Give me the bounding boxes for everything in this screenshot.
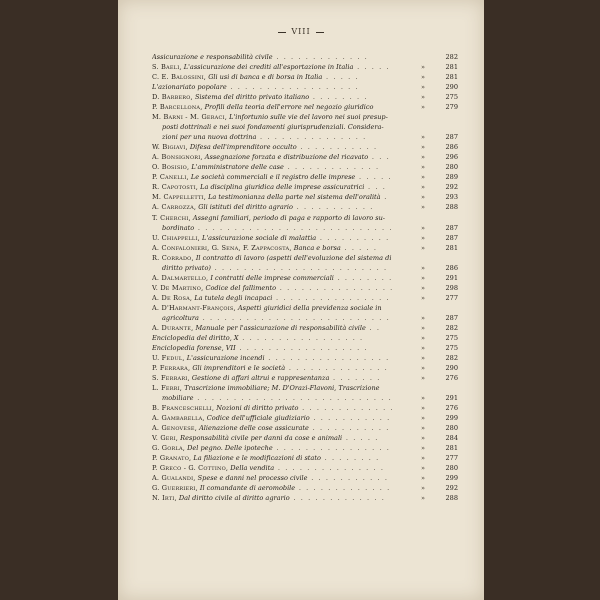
entry-title: Gli istituti del diritto agrario bbox=[198, 203, 293, 212]
entry-line bbox=[152, 283, 458, 293]
entry-line bbox=[152, 152, 458, 162]
index-entry bbox=[152, 152, 458, 162]
index-entry bbox=[152, 82, 458, 92]
leader-dots: . . . . . . . . . . . . . . . . bbox=[272, 444, 391, 453]
book-page bbox=[118, 0, 484, 600]
index-entry bbox=[152, 423, 458, 433]
entry-page-number: 282 bbox=[445, 53, 458, 61]
entry-page-number: 281 bbox=[445, 444, 458, 453]
entry-line bbox=[152, 233, 458, 243]
entry-page-number: 296 bbox=[445, 153, 458, 162]
entry-title: La filiazione e le modificazioni di stato bbox=[193, 454, 321, 463]
index-entry bbox=[152, 453, 458, 463]
ditto-mark: » bbox=[420, 494, 425, 503]
entry-page-number: 291 bbox=[445, 273, 458, 282]
entry-title: Assegnazione forzata e distribuzione del ricavato bbox=[204, 153, 369, 162]
leader-dots: . . . . . bbox=[322, 73, 360, 82]
index-entry bbox=[152, 192, 458, 202]
entry-page-number: 281 bbox=[445, 63, 458, 72]
leader-dots: . . . . . . . . . . . . . . bbox=[285, 363, 389, 372]
entry-line bbox=[152, 433, 458, 443]
entry-line bbox=[152, 353, 458, 363]
entry-title: Il comandante di aeromobile bbox=[199, 484, 296, 493]
ditto-mark: » bbox=[420, 474, 425, 483]
entry-line bbox=[152, 202, 458, 212]
entry-line bbox=[152, 403, 458, 413]
leader-dots: . . . . . . . . . . . . . . . . . bbox=[264, 353, 390, 362]
entry-title: Spese e danni nel processo civile bbox=[197, 474, 308, 483]
entry-line bbox=[152, 52, 458, 62]
entry-author: P. Granato, bbox=[152, 454, 192, 463]
page-number-roman: VIII bbox=[291, 27, 311, 36]
entry-title: Enciclopedia del diritto, X bbox=[152, 333, 239, 342]
entry-line bbox=[152, 102, 458, 112]
entry-author: B. Franceschelli, bbox=[152, 404, 215, 413]
entry-page-number: 281 bbox=[445, 73, 458, 82]
entry-title: Enciclopedia forense, VII bbox=[152, 343, 236, 352]
entry-page-number: 276 bbox=[445, 404, 458, 413]
leader-dots: . . . . . . . . . . . bbox=[309, 414, 391, 423]
ditto-mark: » bbox=[420, 444, 425, 453]
leader-dots: . . . . . . . . . . . bbox=[308, 424, 390, 433]
entry-page-number: 287 bbox=[445, 313, 458, 322]
entry-title: I contratti delle imprese commerciali bbox=[210, 273, 334, 282]
entry-page-number: 286 bbox=[445, 263, 458, 272]
entry-line bbox=[152, 483, 458, 493]
entry-title: L'assicurazione incendi bbox=[186, 353, 265, 362]
entry-title: Sistema del diritto privato italiano bbox=[194, 93, 310, 102]
ditto-mark: » bbox=[420, 163, 425, 172]
entry-page-number: 284 bbox=[445, 434, 458, 443]
entry-author: L. Ferri, bbox=[152, 384, 183, 393]
ditto-mark: » bbox=[420, 323, 425, 332]
ditto-mark: » bbox=[420, 484, 425, 493]
leader-dots: . . . . . . . . . . . . . . . . . . . . . . . . . . bbox=[198, 313, 391, 322]
index-entry bbox=[152, 433, 458, 443]
ditto-mark: » bbox=[420, 374, 425, 382]
index-entry bbox=[152, 413, 458, 423]
entry-line bbox=[152, 363, 458, 373]
ditto-mark: » bbox=[420, 153, 425, 162]
leader-dots: . . . . . bbox=[340, 243, 378, 252]
entry-title: Codice dell'ufficiale giudiziario bbox=[206, 414, 310, 423]
entry-line bbox=[152, 343, 458, 353]
entry-page-number: 299 bbox=[445, 474, 458, 483]
entry-page-number: 290 bbox=[445, 83, 458, 92]
index-entry bbox=[152, 92, 458, 102]
index-entry bbox=[152, 253, 458, 273]
leader-dots: . . bbox=[365, 323, 381, 332]
entry-title: La testimonianza della parte nel sistema dell'oralità bbox=[208, 193, 381, 202]
index-entry bbox=[152, 343, 458, 353]
leader-dots: . . . . . . . . . . . . . . . . . . . . . . . . bbox=[210, 263, 388, 272]
entry-line bbox=[152, 223, 458, 233]
entry-line bbox=[152, 273, 458, 283]
ditto-mark: » bbox=[420, 464, 425, 473]
entry-page-number: 277 bbox=[445, 293, 458, 302]
entry-author: D. Barbero, bbox=[152, 93, 193, 102]
leader-dots: . . . . . . . . . . . . . . . . . bbox=[238, 333, 364, 342]
index-entry bbox=[152, 182, 458, 192]
entry-author: U. Chiappelli, bbox=[152, 233, 200, 242]
entry-line bbox=[152, 383, 458, 393]
entry-author: M. Barni - M. Geraci, bbox=[152, 113, 227, 122]
index-entry bbox=[152, 443, 458, 453]
ditto-mark: » bbox=[420, 193, 425, 202]
ditto-mark: » bbox=[420, 434, 425, 443]
leader-dots: . . . . . . . . . . . . . bbox=[295, 484, 391, 493]
entry-line bbox=[152, 172, 458, 182]
entry-page-number: 298 bbox=[445, 283, 458, 292]
entry-author: C. E. Balossini, bbox=[152, 73, 207, 82]
leader-dots: . . . . . . . . . . . . . bbox=[272, 53, 369, 61]
entry-line bbox=[152, 213, 458, 223]
leader-dots: . . . . . bbox=[342, 434, 379, 443]
entry-page-number: 292 bbox=[445, 484, 458, 493]
entry-title: L'assicurazione sociale di malattia bbox=[202, 233, 317, 242]
entry-page-number: 280 bbox=[445, 163, 458, 172]
entry-title: posti dottrinali e nei suoi fondamenti giurisprudenziali. Considera- bbox=[162, 123, 384, 132]
leader-dots: . . . bbox=[368, 153, 391, 162]
entry-line bbox=[152, 463, 458, 473]
entry-line bbox=[152, 293, 458, 303]
entry-title: Trascrizione immobiliare; M. D'Orazi-Flavoni, Trascrizione bbox=[184, 384, 380, 393]
ditto-mark: » bbox=[420, 73, 425, 82]
entry-page-number: 293 bbox=[445, 193, 458, 202]
leader-dots: . . . . . . . . . . . . . bbox=[283, 163, 380, 172]
leader-dots: . . . . . . . . . . . . . . . bbox=[256, 133, 367, 142]
ditto-mark: » bbox=[420, 263, 425, 272]
entry-author: O. Bosisio, bbox=[152, 163, 190, 172]
entry-author: A. Bonsignori, bbox=[152, 153, 203, 162]
entry-page-number: 287 bbox=[445, 233, 458, 242]
leader-dots: . bbox=[380, 193, 388, 202]
entry-line bbox=[152, 443, 458, 453]
entry-title: bordinato bbox=[162, 223, 195, 232]
index-entry bbox=[152, 473, 458, 483]
entry-title: Difesa dell'imprenditore occulto bbox=[189, 143, 297, 152]
page-header bbox=[118, 27, 484, 36]
ditto-mark: » bbox=[420, 203, 425, 212]
ditto-mark: » bbox=[420, 343, 425, 352]
entry-author: S. Ferrari, bbox=[152, 374, 190, 382]
index-entry bbox=[152, 233, 458, 243]
ditto-mark: » bbox=[420, 283, 425, 292]
entry-page-number: 280 bbox=[445, 424, 458, 433]
index-list bbox=[152, 52, 458, 503]
entry-title: L'assicurazione dei crediti all'esportazione in Italia bbox=[183, 63, 354, 72]
entry-line bbox=[152, 253, 458, 263]
entry-author: A. Durante, bbox=[152, 323, 194, 332]
leader-dots: . . . . . . . . . . . bbox=[307, 474, 389, 483]
entry-line bbox=[152, 62, 458, 72]
leader-dots: . . . . . . . . . . . . . . . . bbox=[276, 283, 394, 292]
ditto-mark: » bbox=[420, 93, 425, 102]
entry-line bbox=[152, 82, 458, 92]
entry-page-number: 275 bbox=[445, 333, 458, 342]
header-dash-left bbox=[278, 32, 286, 33]
ditto-mark: » bbox=[420, 243, 425, 252]
entry-page-number: 289 bbox=[445, 173, 458, 182]
ditto-mark: » bbox=[420, 404, 425, 413]
index-entry bbox=[152, 293, 458, 303]
leader-dots: . . . . . . . bbox=[329, 374, 381, 382]
leader-dots: . . . . . . . . . . . . . . . . . . bbox=[235, 343, 369, 352]
entry-author: P. Barcellona, bbox=[152, 103, 203, 112]
entry-title: Gli usi di banca e di borsa in Italia bbox=[208, 73, 323, 82]
leader-dots: . . . . . . . . . . . bbox=[296, 143, 378, 152]
ditto-mark: » bbox=[420, 313, 425, 322]
index-entry bbox=[152, 273, 458, 283]
ditto-mark: » bbox=[420, 333, 425, 342]
entry-author: P. Greco - G. Cottino, bbox=[152, 464, 229, 473]
entry-title: Gestione di affari altrui e rappresentanza bbox=[191, 374, 330, 382]
entry-line bbox=[152, 72, 458, 82]
entry-title: L'infortunio sulle vie del lavoro nei suoi presup- bbox=[229, 113, 388, 122]
entry-author: T. Cherchi, bbox=[152, 213, 191, 222]
entry-line bbox=[152, 423, 458, 433]
index-entry bbox=[152, 162, 458, 172]
index-entry bbox=[152, 112, 458, 142]
ditto-mark: » bbox=[420, 363, 425, 372]
entry-title: agricoltura bbox=[162, 313, 199, 322]
leader-dots: . . . . . . . . . . . . . . . . bbox=[272, 293, 391, 302]
entry-page-number: 287 bbox=[445, 223, 458, 232]
index-entry bbox=[152, 303, 458, 323]
entry-page-number: 290 bbox=[445, 363, 458, 372]
entry-author: A. D'Harmant-François, bbox=[152, 303, 236, 312]
entry-author: P. Ferrara, bbox=[152, 363, 191, 372]
entry-page-number: 275 bbox=[445, 343, 458, 352]
entry-author: S. Baeli, bbox=[152, 63, 182, 72]
entry-author: A. De Rosa, bbox=[152, 293, 193, 302]
entry-title: Profili della teoria dell'errore nel negozio giuridico bbox=[204, 103, 374, 112]
index-entry bbox=[152, 353, 458, 363]
entry-page-number: 292 bbox=[445, 183, 458, 192]
entry-title: Del pegno. Delle ipoteche bbox=[187, 444, 273, 453]
entry-page-number: 282 bbox=[445, 323, 458, 332]
index-entry bbox=[152, 243, 458, 253]
entry-line bbox=[152, 393, 458, 403]
entry-author: V. De Martino, bbox=[152, 283, 204, 292]
leader-dots: . . . bbox=[364, 183, 387, 192]
ditto-mark: » bbox=[420, 394, 425, 403]
ditto-mark: » bbox=[420, 223, 425, 232]
leader-dots: . . . . . . . . bbox=[320, 454, 380, 463]
leader-dots: . . . . . . . . . . . . . bbox=[289, 494, 386, 503]
index-entry bbox=[152, 323, 458, 333]
entry-line bbox=[152, 162, 458, 172]
entry-author: A. Dalmartello, bbox=[152, 273, 209, 282]
entry-title: La disciplina giuridica delle imprese assicuratrici bbox=[200, 183, 365, 192]
leader-dots: . . . . . . . . . . . bbox=[292, 203, 374, 212]
leader-dots: . . . . . . . . . . . . . bbox=[298, 404, 395, 413]
entry-line bbox=[152, 182, 458, 192]
entry-title: zioni per una nuova dottrina bbox=[162, 133, 257, 142]
index-entry bbox=[152, 363, 458, 373]
entry-line bbox=[152, 92, 458, 102]
leader-dots: . . . . . . . . . . bbox=[316, 233, 390, 242]
entry-line bbox=[152, 323, 458, 333]
index-entry bbox=[152, 62, 458, 72]
entry-author: P. Canelli, bbox=[152, 173, 189, 182]
entry-author: U. Fedul, bbox=[152, 353, 185, 362]
entry-line bbox=[152, 313, 458, 323]
entry-title: Il contratto di lavoro (aspetti dell'evoluzione del sistema di bbox=[195, 253, 392, 262]
ditto-mark: » bbox=[420, 133, 425, 142]
index-entry bbox=[152, 333, 458, 343]
entry-author: A. Genovese, bbox=[152, 424, 197, 433]
entry-line bbox=[152, 263, 458, 273]
entry-author: R. Capotosti, bbox=[152, 183, 199, 192]
ditto-mark: » bbox=[420, 173, 425, 182]
leader-dots: . . . . . . . . . . . . . . . . . . . . . . . . . . . bbox=[194, 223, 394, 232]
entry-line bbox=[152, 333, 458, 343]
entry-title: L'amministratore delle case bbox=[191, 163, 284, 172]
entry-author: M. Cappelletti, bbox=[152, 193, 206, 202]
entry-line bbox=[152, 473, 458, 483]
ditto-mark: » bbox=[420, 293, 425, 302]
index-entry bbox=[152, 493, 458, 503]
entry-line bbox=[152, 122, 458, 132]
index-entry bbox=[152, 283, 458, 293]
entry-title: Assegni familiari, periodo di paga e rapporto di lavoro su- bbox=[192, 213, 386, 222]
entry-line bbox=[152, 373, 458, 383]
header-dash-right bbox=[316, 32, 324, 33]
entry-author: A. Gambarella, bbox=[152, 414, 205, 423]
entry-page-number: 276 bbox=[445, 374, 458, 382]
ditto-mark: » bbox=[420, 183, 425, 192]
leader-dots: . . . . . . . . . . . . . . . . . . bbox=[226, 83, 360, 92]
ditto-mark: » bbox=[420, 353, 425, 362]
entry-page-number: 288 bbox=[445, 203, 458, 212]
entry-page-number: 279 bbox=[445, 103, 458, 112]
entry-line bbox=[152, 413, 458, 423]
entry-line bbox=[152, 303, 458, 313]
index-entry bbox=[152, 142, 458, 152]
entry-author: W. Bigiavi, bbox=[152, 143, 188, 152]
entry-line bbox=[152, 192, 458, 202]
entry-page-number: 291 bbox=[445, 394, 458, 403]
entry-title: Aspetti giuridici della previdenza sociale in bbox=[237, 303, 382, 312]
index-entry bbox=[152, 202, 458, 212]
entry-line bbox=[152, 142, 458, 152]
entry-page-number: 299 bbox=[445, 414, 458, 423]
entry-line bbox=[152, 112, 458, 122]
ditto-mark: » bbox=[420, 273, 425, 282]
entry-line bbox=[152, 453, 458, 463]
entry-title: La tutela degli incapaci bbox=[194, 293, 273, 302]
ditto-mark: » bbox=[420, 424, 425, 433]
entry-title: mobiliare bbox=[162, 394, 194, 403]
ditto-mark: » bbox=[420, 143, 425, 152]
entry-page-number: 286 bbox=[445, 143, 458, 152]
index-entry bbox=[152, 213, 458, 233]
entry-page-number: 282 bbox=[445, 353, 458, 362]
ditto-mark: » bbox=[420, 63, 425, 72]
entry-author: G. Gorla, bbox=[152, 444, 186, 453]
entry-title: Della vendita bbox=[230, 464, 275, 473]
ditto-mark: » bbox=[420, 83, 425, 92]
entry-title: Responsabilità civile per danni da cose e animali bbox=[180, 434, 343, 443]
ditto-mark: » bbox=[420, 454, 425, 463]
entry-author: G. Guerrieri, bbox=[152, 484, 198, 493]
index-entry bbox=[152, 383, 458, 403]
entry-title: L'azionariato popolare bbox=[152, 83, 227, 92]
entry-title: Alienazione delle cose assicurate bbox=[199, 424, 309, 433]
ditto-mark: » bbox=[420, 414, 425, 423]
ditto-mark: » bbox=[420, 233, 425, 242]
index-entry bbox=[152, 102, 458, 112]
entry-page-number: 280 bbox=[445, 464, 458, 473]
entry-line bbox=[152, 243, 458, 253]
entry-title: Banca e borsa bbox=[293, 243, 341, 252]
entry-author: A. Gualandi, bbox=[152, 474, 196, 483]
leader-dots: . . . . . . . . bbox=[309, 93, 369, 102]
entry-title: Gli imprenditori e le società bbox=[192, 363, 286, 372]
entry-page-number: 281 bbox=[445, 243, 458, 252]
entry-title: Nozioni di diritto privato bbox=[216, 404, 299, 413]
entry-page-number: 277 bbox=[445, 454, 458, 463]
entry-author: V. Geri, bbox=[152, 434, 179, 443]
leader-dots: . . . . . . . . . . . . . . . bbox=[274, 464, 385, 473]
leader-dots: . . . . . . . . . . . . . . . . . . . . . . . . . . . bbox=[193, 394, 393, 403]
entry-author: N. Irti, bbox=[152, 494, 177, 503]
index-entry bbox=[152, 373, 458, 383]
entry-author: A. Confalonieri, G. Sena, F. Zappacosta, bbox=[152, 243, 292, 252]
index-entry bbox=[152, 52, 458, 62]
entry-title: Le società commerciali e il registro delle imprese bbox=[190, 173, 356, 182]
entry-line bbox=[152, 132, 458, 142]
entry-title: Manuale per l'assicurazione di responsabilità civile bbox=[195, 323, 366, 332]
entry-author: R. Corrado, bbox=[152, 253, 194, 262]
index-entry bbox=[152, 463, 458, 473]
entry-title: diritto privato) bbox=[162, 263, 211, 272]
entry-line bbox=[152, 493, 458, 503]
index-entry bbox=[152, 72, 458, 82]
entry-title: Assicurazione e responsabilità civile bbox=[152, 53, 273, 61]
leader-dots: . . . . . bbox=[353, 63, 391, 72]
entry-page-number: 288 bbox=[445, 494, 458, 503]
leader-dots: . . . . . . . . bbox=[333, 273, 393, 282]
index-entry bbox=[152, 483, 458, 493]
entry-title: Codice del fallimento bbox=[205, 283, 277, 292]
leader-dots: . . . . . bbox=[355, 173, 393, 182]
entry-title: Dal diritto civile al diritto agrario bbox=[178, 494, 290, 503]
index-entry bbox=[152, 403, 458, 413]
ditto-mark: » bbox=[420, 103, 425, 112]
index-entry bbox=[152, 172, 458, 182]
entry-page-number: 287 bbox=[445, 133, 458, 142]
entry-author: A. Carrozza, bbox=[152, 203, 197, 212]
entry-page-number: 275 bbox=[445, 93, 458, 102]
